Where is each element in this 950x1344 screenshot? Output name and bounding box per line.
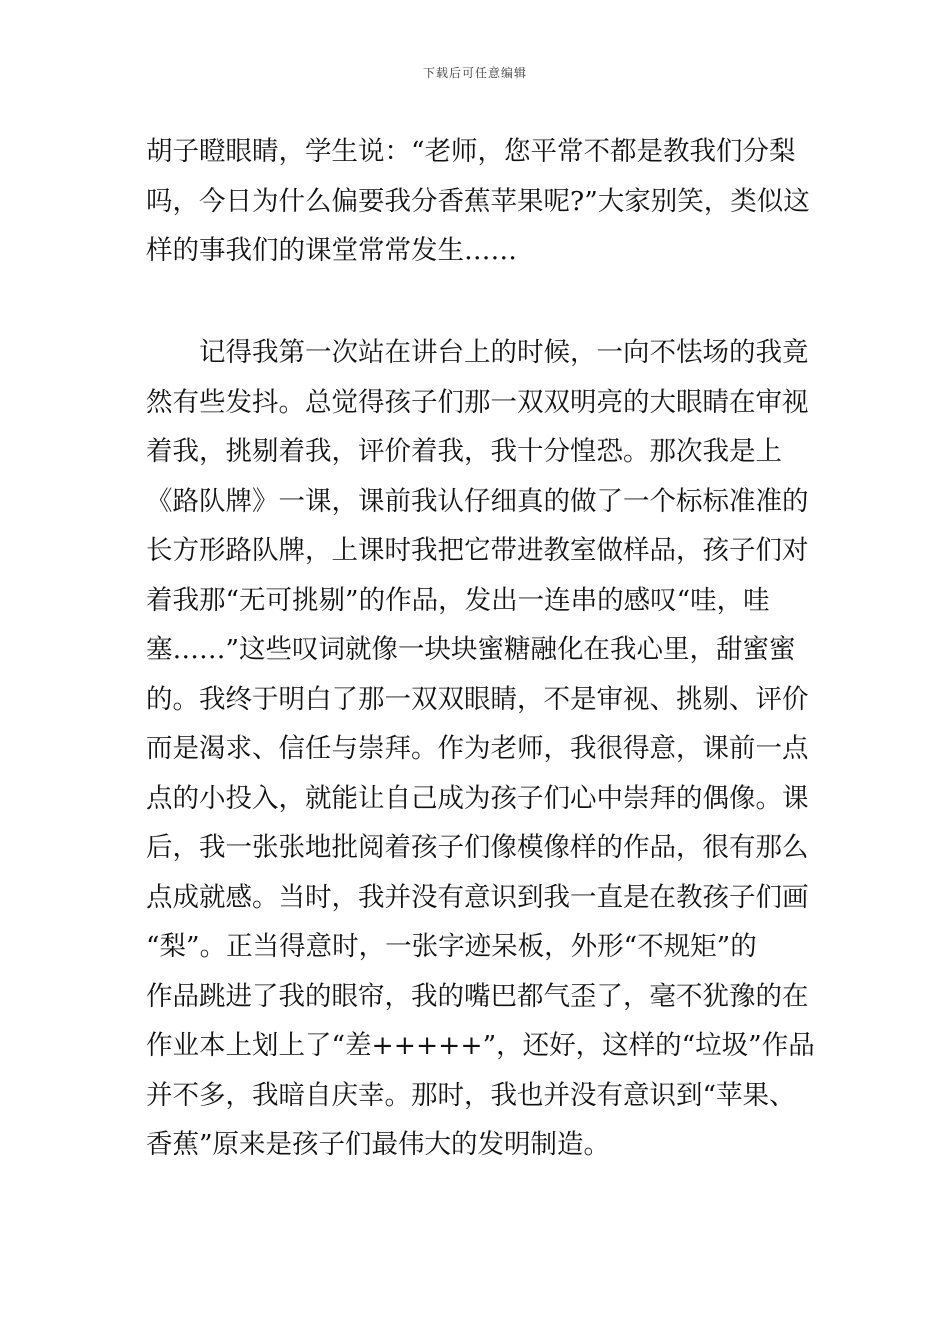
paragraph-memory <box>146 328 815 1170</box>
text-line: 点的小投入，就能让自己成为孩子们心中崇拜的偶像。课 <box>146 782 809 814</box>
page-header-note: 下载后可任意编辑 <box>422 66 527 80</box>
text-line: 塞……”这些叹词就像一块块蜜糖融化在我心里，甜蜜蜜 <box>146 634 796 665</box>
text-line: 《路队牌》一课，课前我认仔细真的做了一个标标准准的 <box>146 485 809 517</box>
text-line: “梨”。正当得意时，一张字迹呆板，外形“不规矩”的 <box>146 931 757 962</box>
text-line: 着我那“无可挑剔”的作品，发出一连串的感叹“哇，哇 <box>146 584 770 616</box>
text-line: 后，我一张张地批阅着孩子们像模像样的作品，很有那么 <box>146 832 809 863</box>
text-line: 的。我终于明白了那一双双眼睛，不是审视、挑剔、评价 <box>146 683 809 715</box>
text-line: 样的事我们的课堂常常发生…… <box>146 235 517 266</box>
text-line: 点成就感。当时，我并没有意识到我一直是在教孩子们画 <box>146 881 809 913</box>
text-line: 而是渴求、信任与崇拜。作为老师，我很得意，课前一点 <box>146 733 809 764</box>
text-line: 作业本上划上了“差+++++”，还好，这样的“垃圾”作品 <box>146 1030 815 1061</box>
text-line: 作品跳进了我的眼帘，我的嘴巴都气歪了，毫不犹豫的在 <box>146 980 809 1012</box>
text-line: 吗，今日为什么偏要我分香蕉苹果呢?”大家别笑，类似这 <box>146 185 810 217</box>
paragraph-continuation <box>146 127 810 276</box>
text-line: 长方形路队牌，上课时我把它带进教室做样品，孩子们对 <box>146 535 809 566</box>
text-line: 着我，挑剔着我，评价着我，我十分惶恐。那次我是上 <box>146 436 782 467</box>
text-line: 并不多，我暗自庆幸。那时，我也并没有意识到“苹果、 <box>146 1079 796 1111</box>
text-line-first: 记得我第一次站在讲台上的时候，一向不怯场的我竟 <box>199 337 809 368</box>
text-line: 胡子瞪眼睛，学生说：“老师，您平常不都是教我们分梨 <box>146 136 796 167</box>
text-line: 香蕉”原来是孩子们最伟大的发明制造。 <box>146 1129 611 1160</box>
text-line: 然有些发抖。总觉得孩子们那一双双明亮的大眼睛在审视 <box>146 386 809 418</box>
